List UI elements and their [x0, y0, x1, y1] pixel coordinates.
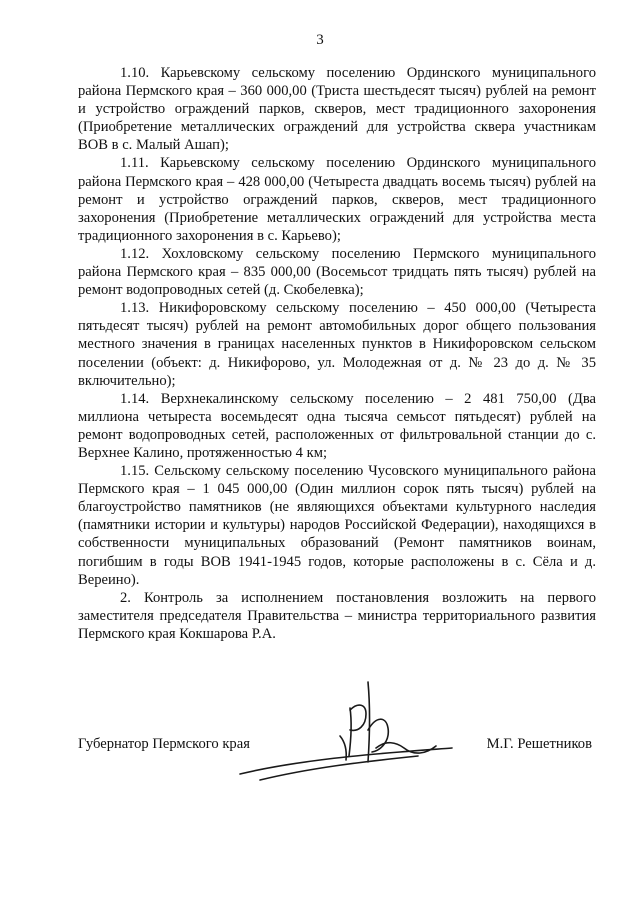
paragraph-1-15: 1.15. Сельскому сельскому поселению Чусовского муниципального района Пермского края – 1 045 000,00 (Один миллион сорок пять тысяч) рублей на благоустройство памятников (не являющихся объектами культурного наследия (памятники истории и культуры) народов Российской Федерации), находящихся в собственности муниципальных образований (Ремонт памятников воинам, погибшим в годы ВОВ 1941-1945 годов, которые расположены в с. Сёла и д. Верeино).: [78, 463, 596, 588]
paragraph-1-10: 1.10. Карьевскому сельскому поселению Ординского муниципального района Пермского края – 360 000,00 (Триста шестьдесят тысяч) рублей на ремонт и устройство ограждений парков, скверов, мест традиционного захоронения (Приобретение металлических ограждений для устройства сквера участникам ВОВ в с. Малый Ашап);: [78, 65, 596, 154]
paragraph-1-12: 1.12. Хохловскому сельскому поселению Пермского муниципального района Пермского края – 835 000,00 (Восемьсот тридцать пять тысяч) рублей на ремонт водопроводных сетей (д. Скобелевка);: [78, 245, 596, 299]
paragraph-1-13: 1.13. Никифоровскому сельскому поселению – 450 000,00 (Четыреста пятьдесят тысяч) рублей на ремонт автомобильных дорог общего пользования местного значения в границах населенных пунктов в Никифоровском сельском поселении (объект: д. Никифорово, ул. Молодежная от д. № 23 до д. № 35 включительно);: [78, 300, 596, 389]
document-body: [78, 64, 596, 643]
handwritten-signature: [200, 670, 460, 790]
paragraph-1-14: 1.14. Верхнекалинскому сельскому поселению – 2 481 750,00 (Два миллиона четыреста восемьдесят одна тысяча семьсот пятьдесят) рублей на ремонт водопроводных сетей, расположенных от фильтровальной станции до с. Верхнее Калино, протяженностью 4 км;: [78, 390, 596, 461]
paragraph-2: 2. Контроль за исполнением постановления возложить на первого заместителя председателя Правительства – министра территориального развития Пермского края Кокшарова Р.А.: [78, 589, 596, 642]
page-number: 3: [316, 32, 324, 48]
paragraph-1-11: 1.11. Карьевскому сельскому поселению Ординского муниципального района Пермского края – 428 000,00 (Четыреста двадцать восемь тысяч) рублей на ремонт и устройство ограждений парков, скверов, мест традиционного захоронения (Приобретение металлических ограждений для устройства места традиционного захоронения в с. Карьево);: [78, 155, 596, 244]
signatory-name: М.Г. Решетников: [486, 736, 592, 752]
signatory-title: Губернатор Пермского края: [78, 736, 250, 752]
signature-block: [78, 736, 596, 760]
